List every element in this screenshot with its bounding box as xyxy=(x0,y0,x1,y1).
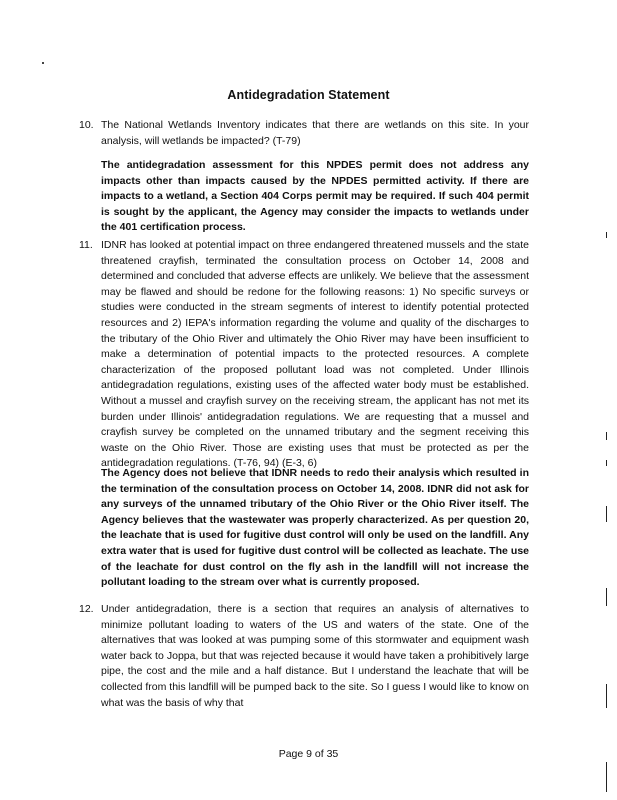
item-question: IDNR has looked at potential impact on three endangered threatened mussels and the state threatened crayfish, terminated the consultation process on October 14, 2008 and determined and concluded that adverse effects are unlikely. We believe that the assessment may be flawed and should be redone for the following reasons: 1) No specific surveys or studies were conducted in the stream segments of interest to identify potential protected resources and 2) IEPA's information regarding the volume and quality of the discharges to the tributary of the Ohio River and ultimately the Ohio River may have been insufficient to make a determination of potential impacts to the protected resources. A complete characterization of the proposed pollutant load was not completed. Under Illinois antidegradation regulations, existing uses of the affected water body must be established. Without a mussel and crayfish survey on the receiving stream, the applicant has not met its burden under Illinois' antidegradation regulations. We are requesting that a mussel and crayfish survey be completed on the unnamed tributary and the segment receiving this waste on the Ohio River. Those are existing uses that must be protected as per the antidegradation regulations. (T-76, 94) (E-3, 6) xyxy=(101,239,529,470)
page-footer: Page 9 of 35 xyxy=(278,748,339,760)
item-number: 11. xyxy=(79,239,93,251)
item-response: The Agency does not believe that IDNR needs to redo their analysis which resulted in the termination of the consultation process on October 14, 2008. IDNR did not ask for any surveys of the unnamed tributary of the Ohio River or the Ohio River itself. The Agency believes that the wastewater was properly characterized. As per question 20, the leachate that is used for fugitive dust control will only be used on the landfill. Any extra water that is used for fugitive dust control will be collected as leachate. The use of the leachate for dust control on the fly ash in the landfill will not increase the pollutant loading to the stream over what is currently proposed. xyxy=(101,467,529,589)
item-response: The antidegradation assessment for this NPDES permit does not address any impacts other than impacts caused by the NPDES permitted activity. If there are impacts to a wetland, a Section 404 Corps permit may be required. If such 404 permit is sought by the applicant, the Agency may consider the impacts to wetlands under the 401 certification process. xyxy=(101,159,529,234)
revision-mark xyxy=(606,762,607,792)
page-title: Antidegradation Statement xyxy=(227,88,390,102)
item-question: Under antidegradation, there is a section that requires an analysis of alternatives to minimize pollutant loading to waters of the US and waters of the state. One of the alternatives that was looked at was pumping some of this stormwater and equipment wash water back to Joppa, but that was rejected because it would have taken a prohibitively large pipe, the cost and the mile and a half distance. But I understand the leachate that will be collected from this landfill will be pumped back to the site. So I guess I would like to know on what was the basis of why that xyxy=(101,603,529,709)
revision-mark xyxy=(606,506,607,522)
revision-mark xyxy=(606,460,607,466)
item-number: 12. xyxy=(79,603,94,615)
revision-mark xyxy=(606,432,607,440)
revision-mark xyxy=(606,232,607,238)
revision-mark xyxy=(606,684,607,708)
item-question: The National Wetlands Inventory indicates that there are wetlands on this site. In your analysis, will wetlands be impacted? (T-79) xyxy=(101,119,529,147)
item-number: 10. xyxy=(79,119,94,131)
revision-mark xyxy=(606,588,607,606)
scan-speck xyxy=(42,62,44,64)
